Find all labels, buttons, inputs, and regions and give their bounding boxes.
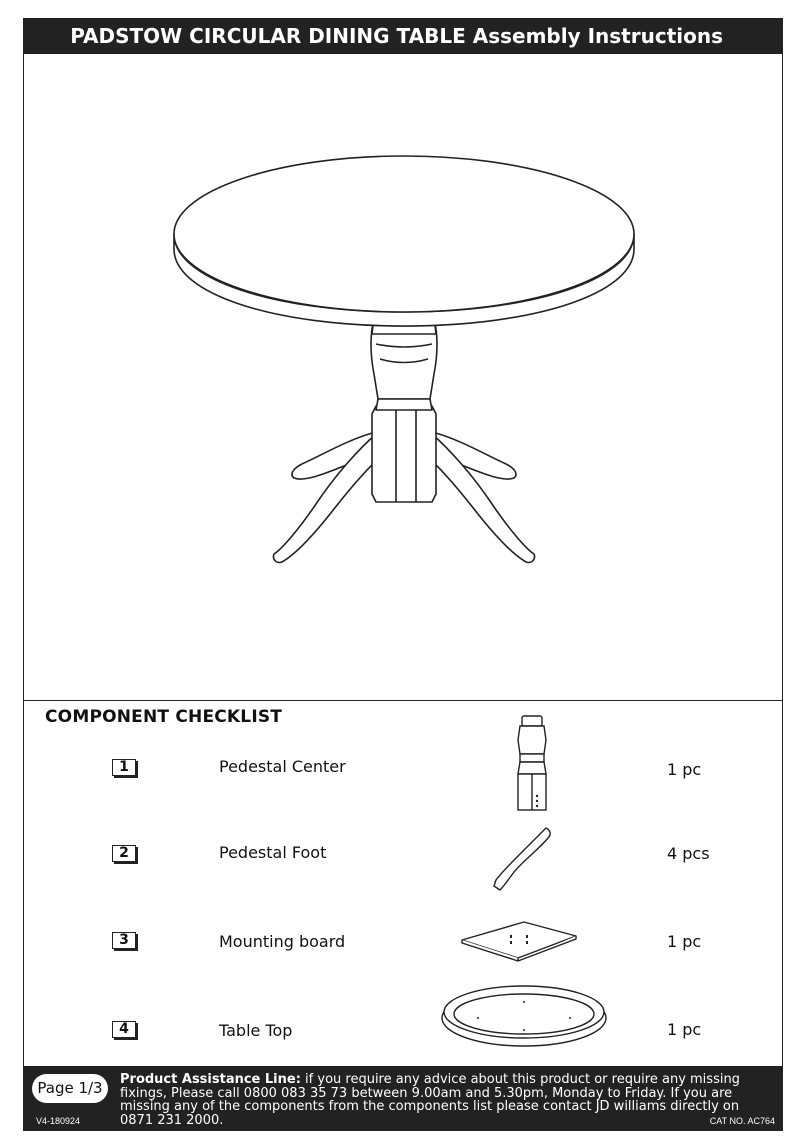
footer-bar: [24, 1066, 783, 1130]
item-name-3: Mounting board: [219, 932, 346, 951]
catalog-number: CAT NO. AC764: [709, 1116, 775, 1126]
table-illustration: [24, 54, 782, 700]
checklist-title: COMPONENT CHECKLIST: [45, 707, 283, 727]
assist-label: Product Assistance Line:: [120, 1072, 301, 1087]
page-number-badge: Page 1/3: [32, 1074, 108, 1103]
mounting-board-part: [456, 918, 580, 964]
item-name-1: Pedestal Center: [219, 757, 346, 776]
item-number-4: 4: [112, 1021, 136, 1038]
item-qty-1: 1 pc: [667, 760, 702, 779]
item-qty-2: 4 pcs: [667, 844, 710, 863]
table-top-part: [438, 980, 610, 1050]
item-number-2: 2: [112, 845, 136, 862]
item-name-2: Pedestal Foot: [219, 843, 327, 862]
item-qty-3: 1 pc: [667, 932, 702, 951]
version-code: V4-180924: [36, 1116, 81, 1126]
page-title: PADSTOW CIRCULAR DINING TABLE Assembly Instructions: [24, 19, 783, 54]
pedestal-center-part: [510, 712, 554, 816]
item-number-3: 3: [112, 932, 136, 949]
assist-body: if you require any advice about this product or require any missing fixings, Please call 0800 083 35 73 between 9.00am and 5.30pm, Monday to Friday. If you are missing any of the components from the components list please contact JD williams directly on 0871 231 2000.: [120, 1072, 740, 1128]
pedestal-foot-part: [490, 824, 562, 894]
item-number-1: 1: [112, 759, 136, 776]
item-qty-4: 1 pc: [667, 1020, 702, 1039]
section-divider: [24, 700, 782, 701]
item-name-4: Table Top: [219, 1021, 293, 1040]
product-assistance-text: [120, 1073, 760, 1127]
